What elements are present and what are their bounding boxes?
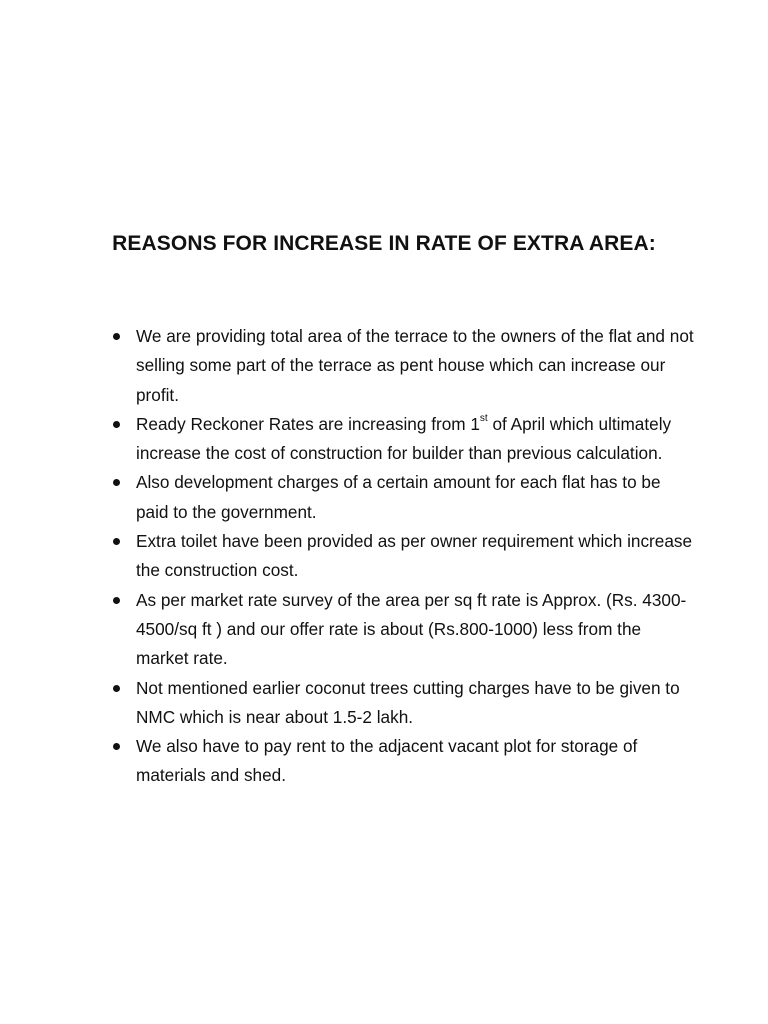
item-text: We are providing total area of the terrace to the owners of the flat and not selling some part of the terrace as pent house which can increase our profit. [136, 326, 694, 405]
list-item [136, 468, 696, 527]
bullet-icon [113, 538, 120, 545]
list-item [136, 410, 696, 469]
item-text: Also development charges of a certain amount for each flat has to be paid to the government. [136, 472, 661, 522]
bullet-icon [113, 333, 120, 340]
item-text-end: of April which ultimately increase the cost of construction for builder than previous calculation. [136, 413, 672, 464]
item-text: Extra toilet have been provided as per owner requirement which increase the construction cost. [136, 531, 693, 581]
list-item [136, 586, 696, 674]
bullet-icon [113, 685, 120, 692]
bullet-icon [113, 479, 120, 486]
bullet-icon [113, 743, 120, 750]
reasons-list [136, 322, 696, 791]
bullet-icon [113, 597, 120, 604]
bullet-icon [113, 421, 120, 428]
list-item [136, 322, 696, 410]
item-text-start: Ready Reckoner Rates are increasing from 1 [136, 413, 480, 434]
list-item [136, 674, 696, 733]
list-item [136, 527, 696, 586]
list-item [136, 732, 696, 791]
ordinal-suffix: st [479, 413, 488, 425]
item-text: As per market rate survey of the area per sq ft rate is Approx. (Rs. 4300-4500/sq ft ) and our offer rate is about (Rs.800-1000) less from the market rate. [136, 589, 687, 669]
item-text: Not mentioned earlier coconut trees cutting charges have to be given to NMC which is near about 1.5-2 lakh. [136, 677, 680, 727]
item-text: We also have to pay rent to the adjacent vacant plot for storage of materials and shed. [136, 736, 638, 786]
document-title: REASONS FOR INCREASE IN RATE OF EXTRA AREA: [112, 232, 656, 255]
